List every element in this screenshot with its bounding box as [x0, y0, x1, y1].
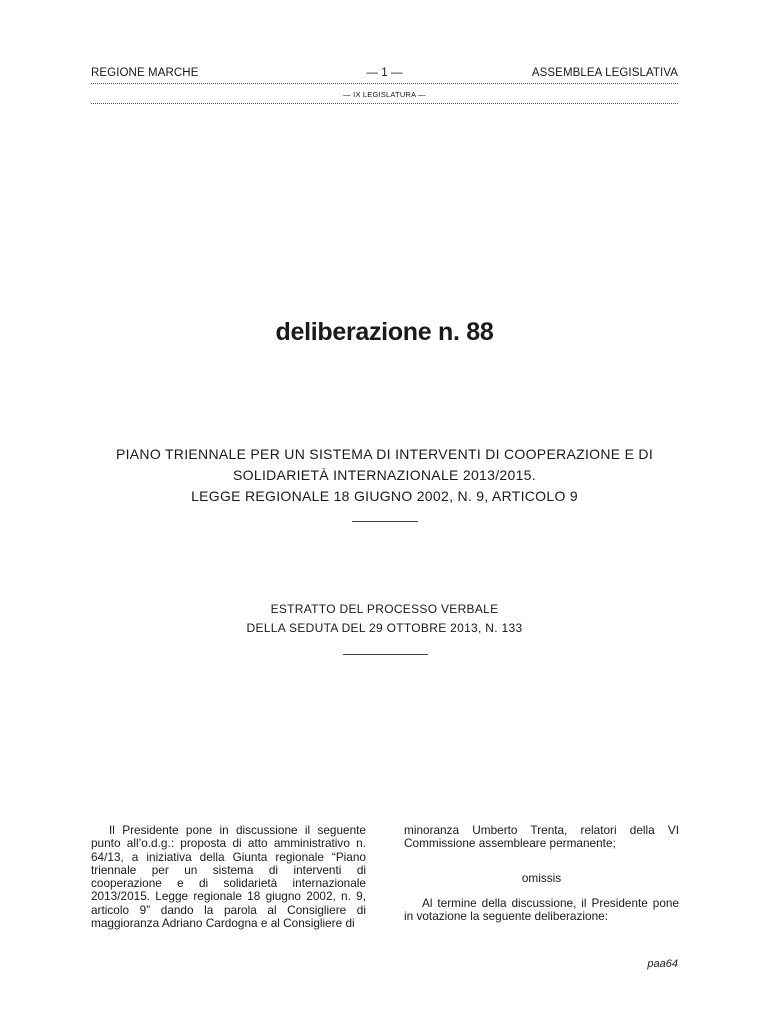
omissis-label: omissis [521, 870, 562, 885]
subject-line: LEGGE REGIONALE 18 GIUGNO 2002, N. 9, ARTICOLO 9 [191, 488, 578, 504]
body-paragraph: Al termine della discussione, il Presidente pone in votazione la seguente deliberazione: [404, 895, 679, 924]
header-assembly: ASSEMBLEA LEGISLATIVA [531, 67, 678, 79]
subject-line: PIANO TRIENNALE PER UN SISTEMA DI INTERVENTI DI COOPERAZIONE E DI [115, 446, 654, 462]
legislature-label: — IX LEGISLATURA — [343, 90, 426, 99]
body-paragraph: minoranza Umberto Trenta, relatori della VI Commissione assembleare permanente; [404, 823, 679, 851]
minutes-extract [91, 600, 678, 638]
body-column-right [404, 824, 679, 923]
subheader-divider [91, 103, 678, 104]
header-page-number: — 1 — [366, 67, 403, 79]
page-code: paa64 [647, 958, 678, 970]
header-region: REGIONE MARCHE [91, 67, 199, 79]
body-column-left [91, 824, 366, 930]
extract-line: ESTRATTO DEL PROCESSO VERBALE [270, 602, 499, 616]
extract-divider [343, 654, 428, 655]
subject-divider [352, 521, 418, 522]
subject-line: SOLIDARIETÀ INTERNAZIONALE 2013/2015. [233, 467, 536, 483]
header-divider [91, 83, 678, 84]
body-paragraph: Il Presidente pone in discussione il seguente punto all’o.d.g.: proposta di atto amministrativo n. 64/13, a iniziativa della Giunta regionale “Piano triennale per un sistema di interventi di cooperazione e di solidarietà internazionale 2013/2015. Legge regionale 18 giugno 2002, n. 9, articolo 9” dando la parola al Consigliere di maggioranza Adriano Cardogna e al Consigliere di [91, 823, 366, 931]
deliberation-title: deliberazione n. 88 [275, 318, 494, 346]
page-header [91, 67, 678, 81]
deliberation-subject [91, 444, 678, 507]
extract-line: DELLA SEDUTA DEL 29 OTTOBRE 2013, N. 133 [246, 621, 523, 635]
